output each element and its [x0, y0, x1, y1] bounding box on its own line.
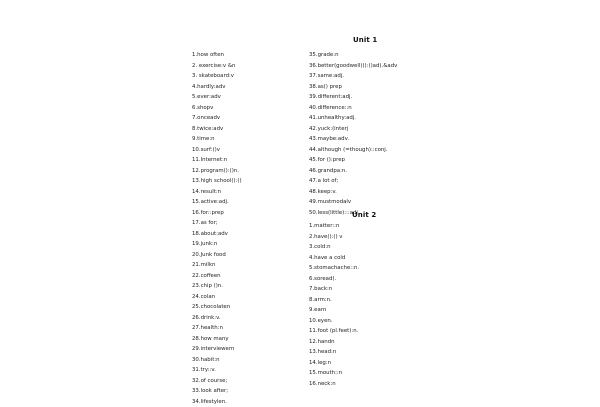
- vocab-item: 32.of course;: [192, 376, 242, 387]
- vocab-item: 16.neck:n: [309, 379, 359, 390]
- vocab-item: 20.Junk food: [192, 250, 242, 261]
- vocab-item: 36.better(goodwell)():()ad).&adv: [309, 61, 397, 72]
- unit-2-heading: Unit 2: [352, 211, 376, 219]
- vocab-item: 10.eyen.: [309, 316, 359, 327]
- vocab-item: 22.coffeen: [192, 271, 242, 282]
- vocab-item: 14.result:n: [192, 187, 242, 198]
- vocab-item: 30.habit:n: [192, 355, 242, 366]
- vocab-item: 33.look after;: [192, 386, 242, 397]
- vocab-item: 16.for::prep: [192, 208, 242, 219]
- vocab-item: 11.foot (pl.feet):n.: [309, 326, 359, 337]
- vocab-item: 4.have a cold: [309, 253, 359, 264]
- vocab-item: 18.about:adv: [192, 229, 242, 240]
- vocab-item: 27.health:n: [192, 323, 242, 334]
- vocab-item: 35.grade:n: [309, 50, 397, 61]
- vocab-item: 41.unhealthy:adj.: [309, 113, 397, 124]
- vocab-item: 49.mustmodalv: [309, 197, 397, 208]
- vocab-item: 25.chocolaten: [192, 302, 242, 313]
- vocab-item: 4.hardly:adv: [192, 82, 242, 93]
- vocab-item: 1.matter::n: [309, 221, 359, 232]
- vocab-item: 29.interviewern: [192, 344, 242, 355]
- vocab-item: 6.shopv: [192, 103, 242, 114]
- vocab-item: 19.junk:n: [192, 239, 242, 250]
- vocab-item: 8.arm:n.: [309, 295, 359, 306]
- vocab-item: 3. skateboard:v: [192, 71, 242, 82]
- vocab-item: 6.soread).: [309, 274, 359, 285]
- vocab-item: 50.less(little):::adj.: [309, 208, 397, 219]
- vocab-item: 15.active:adj.: [192, 197, 242, 208]
- vocab-item: 24.colan: [192, 292, 242, 303]
- vocab-item: 26.drink:v.: [192, 313, 242, 324]
- vocab-item: 5.stomachache::n.: [309, 263, 359, 274]
- vocab-item: 1.how often: [192, 50, 242, 61]
- vocab-item: 11.Internet:n: [192, 155, 242, 166]
- unit-1-vocab-list-right: [309, 50, 397, 218]
- vocab-item: 48.keep:v.: [309, 187, 397, 198]
- vocab-item: 13.high school():(): [192, 176, 242, 187]
- vocab-item: 15.mouth::n: [309, 368, 359, 379]
- vocab-item: 14.leg:n: [309, 358, 359, 369]
- vocab-item: 9.time:n: [192, 134, 242, 145]
- vocab-item: 3.cold:n: [309, 242, 359, 253]
- vocab-item: 7.onceadv: [192, 113, 242, 124]
- vocab-item: 40.difference::n: [309, 103, 397, 114]
- vocab-item: 12.handn: [309, 337, 359, 348]
- vocab-item: 17.as for;: [192, 218, 242, 229]
- vocab-item: 8.twice:adv: [192, 124, 242, 135]
- vocab-item: 42.yuck:(interj: [309, 124, 397, 135]
- vocab-item: 37.same:adj.: [309, 71, 397, 82]
- vocab-item: 38.as() prep: [309, 82, 397, 93]
- vocab-item: 9.earn: [309, 305, 359, 316]
- vocab-item: 31.try::v.: [192, 365, 242, 376]
- vocab-item: 10.surf:()v: [192, 145, 242, 156]
- vocab-item: 43.maybe:adv.: [309, 134, 397, 145]
- vocab-item: 12.program():()n.: [192, 166, 242, 177]
- vocab-item: 2. exercise:v &n: [192, 61, 242, 72]
- vocab-item: 5.ever:adv: [192, 92, 242, 103]
- vocab-item: 2.have():() v: [309, 232, 359, 243]
- vocab-item: 46.grandpa:n.: [309, 166, 397, 177]
- unit-2-vocab-list: [309, 221, 359, 389]
- vocab-item: 47.a lot of;: [309, 176, 397, 187]
- vocab-item: 45.for ():prep: [309, 155, 397, 166]
- unit-1-vocab-list-left: [192, 50, 242, 407]
- vocab-item: 34.lifestylen.: [192, 397, 242, 407]
- vocab-item: 39.different:adj.: [309, 92, 397, 103]
- vocab-item: 13.head:n: [309, 347, 359, 358]
- vocab-item: 23.chip ()n.: [192, 281, 242, 292]
- unit-1-heading: Unit 1: [353, 36, 377, 44]
- vocab-item: 7.back:n: [309, 284, 359, 295]
- vocab-item: 28.how many: [192, 334, 242, 345]
- vocab-item: 44.although (=though)::conj.: [309, 145, 397, 156]
- vocab-item: 21.milkn: [192, 260, 242, 271]
